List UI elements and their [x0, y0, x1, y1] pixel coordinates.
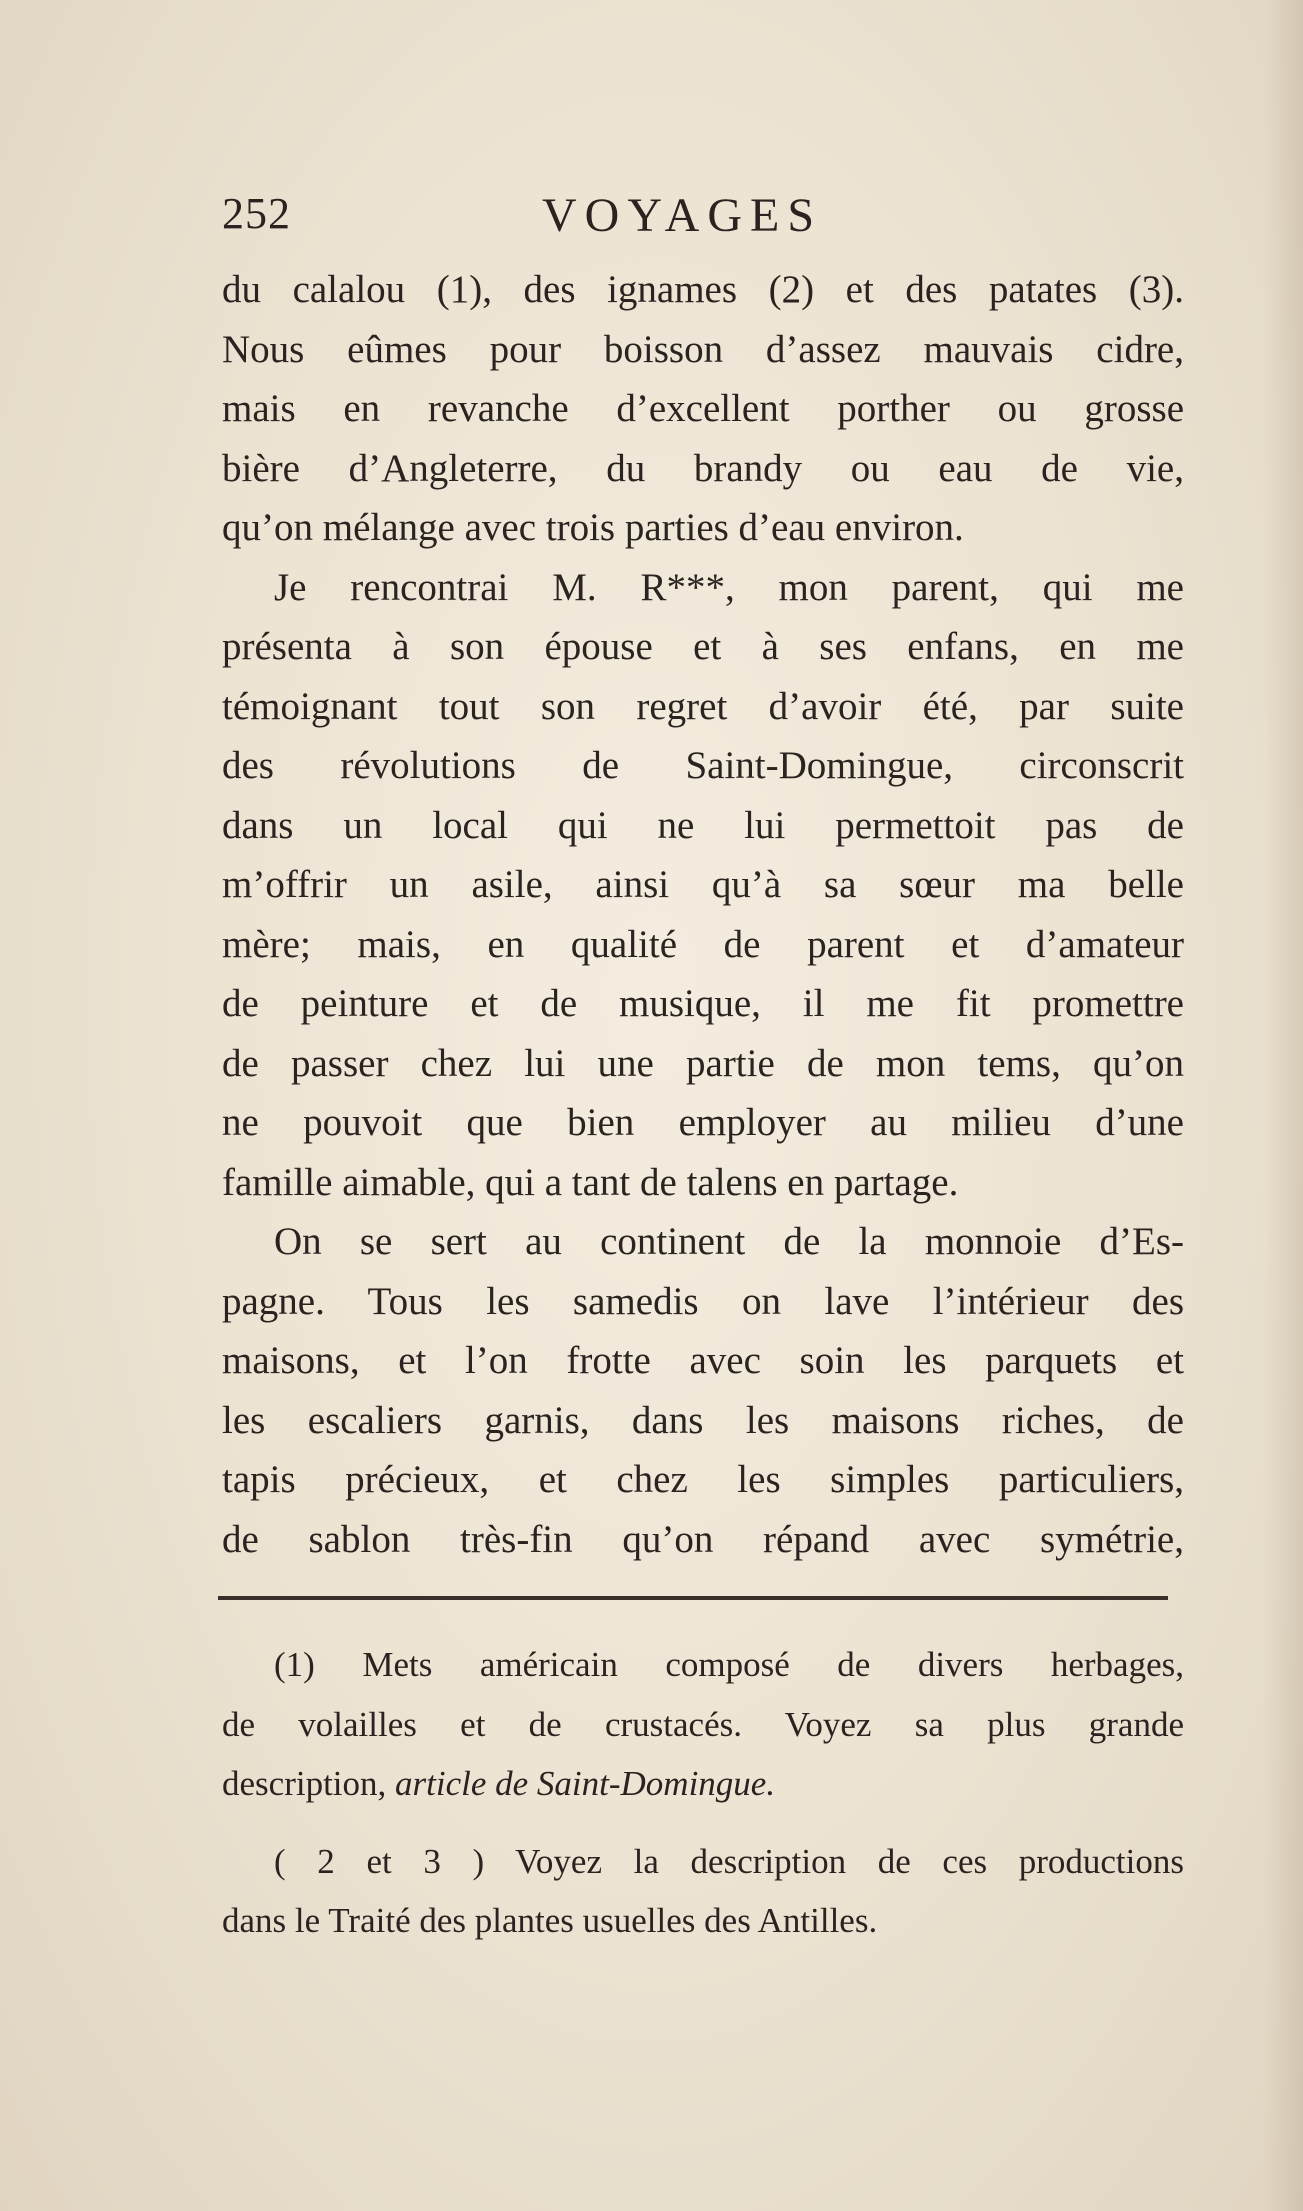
text-line: pagne. Tous les samedis on lave l’intérieur des [222, 1279, 1184, 1323]
running-head: VOYAGES [542, 189, 823, 242]
footnote-rule [218, 1596, 1168, 1600]
text-line: de sablon très-fin qu’on répand avec symétrie, [222, 1517, 1184, 1561]
text-line: m’offrir un asile, ainsi qu’à sa sœur ma belle [222, 863, 1184, 906]
page-header [222, 188, 1182, 248]
text-line: bière d’Angleterre, du brandy ou eau de vie, [222, 446, 1184, 490]
footnote-1-reference: article de Saint-Domingue. [395, 1764, 776, 1803]
text-line: témoignant tout son regret d’avoir été, par suite [222, 684, 1184, 728]
paragraph-start-line: Je rencontrai M. R***, mon parent, qui me [274, 565, 1184, 609]
paragraph-start-line: On se sert au continent de la monnoie d’Es- [274, 1220, 1184, 1263]
footnotes [222, 1640, 1184, 1956]
footnote-2-line: dans le Traité des plantes usuelles des Antilles. [222, 1901, 878, 1940]
text-line: ne pouvoit que bien employer au milieu d’une [222, 1101, 1184, 1144]
text-line: de passer chez lui une partie de mon tems, qu’on [222, 1041, 1184, 1085]
text-line: dans un local qui ne lui permettoit pas de [222, 803, 1184, 847]
text-line: mais en revanche d’excellent porther ou grosse [222, 387, 1184, 430]
text-line: les escaliers garnis, dans les maisons riches, de [222, 1398, 1184, 1442]
text-line: du calalou (1), des ignames (2) et des patates (3). [222, 268, 1184, 311]
text-line: de peinture et de musique, il me fit promettre [222, 982, 1184, 1025]
footnote-1-line: de volailles et de crustacés. Voyez sa plus grande [222, 1704, 1184, 1744]
footnote-gap [222, 1819, 1184, 1837]
footnote-2-line: ( 2 et 3 ) Voyez la description de ces productions [274, 1841, 1184, 1881]
footnote-1-line: (1) Mets américain composé de divers herbages, [274, 1645, 1184, 1684]
text-line: maisons, et l’on frotte avec soin les parquets et [222, 1339, 1184, 1382]
page-edge-shadow [1263, 0, 1303, 2211]
text-line: mère; mais, en qualité de parent et d’amateur [222, 922, 1184, 966]
footnote-1-line [222, 1759, 1184, 1819]
body-text [222, 260, 1184, 1569]
page-number: 252 [222, 189, 291, 238]
text-line: présenta à son épouse et à ses enfans, en me [222, 625, 1184, 668]
text-line: Nous eûmes pour boisson d’assez mauvais cidre, [222, 327, 1184, 371]
text-line: tapis précieux, et chez les simples particuliers, [222, 1458, 1184, 1501]
text-line: des révolutions de Saint-Domingue, circonscrit [222, 744, 1184, 787]
text-line: famille aimable, qui a tant de talens en partage. [222, 1160, 959, 1204]
footnote-1-text: description, [222, 1764, 396, 1803]
text-line: qu’on mélange avec trois parties d’eau environ. [222, 506, 964, 549]
